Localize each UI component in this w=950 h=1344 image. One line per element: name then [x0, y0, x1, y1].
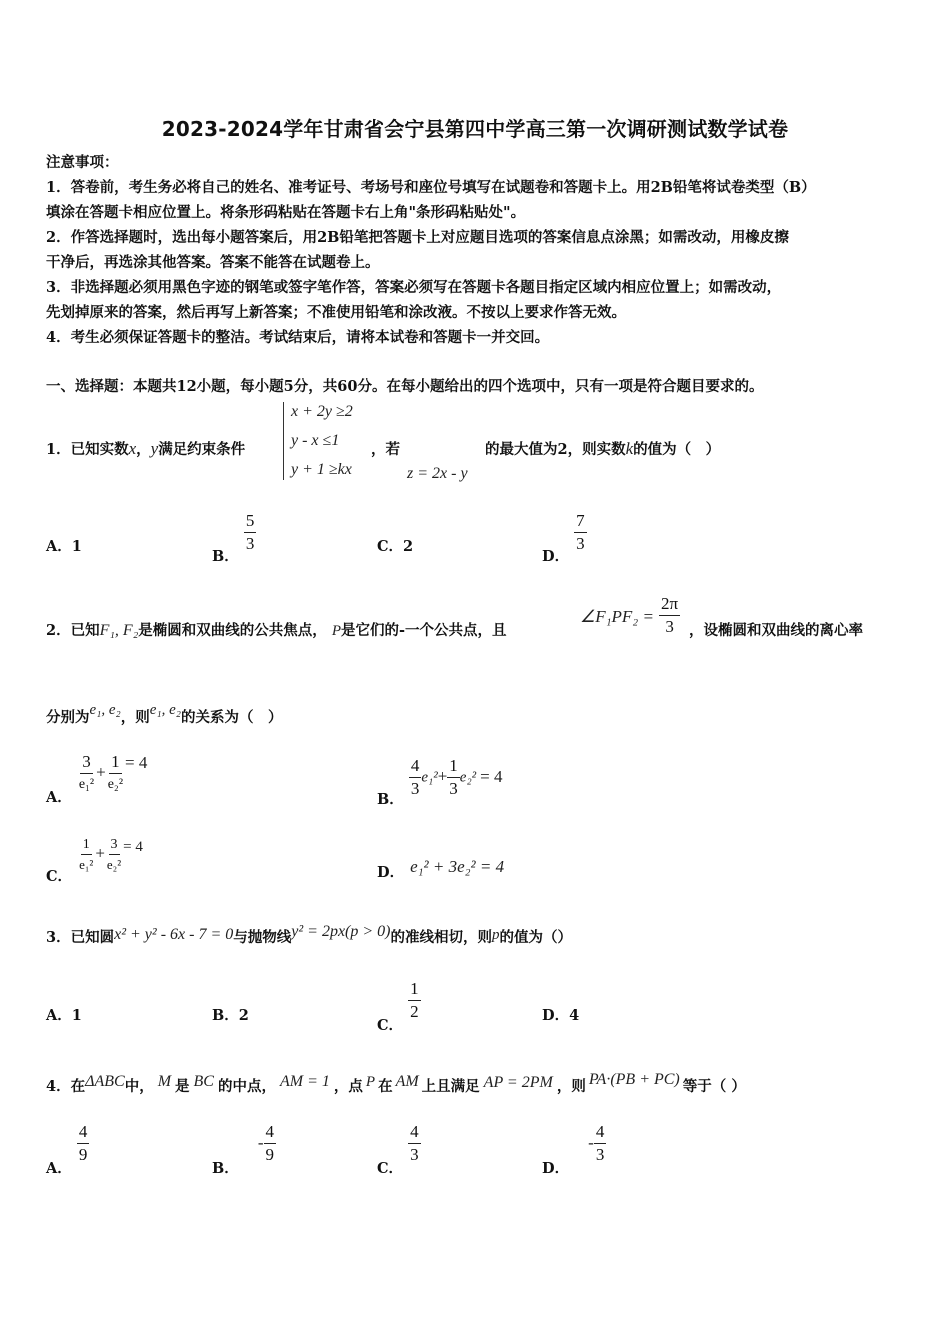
q2-option-c-rhs: = 4 [123, 838, 143, 855]
q1-option-b-label: B． [212, 547, 239, 565]
q2-option-b-den-2: 3 [449, 779, 458, 798]
q3-pre: 3．已知圆 [46, 929, 115, 946]
q1-option-d-den: 3 [576, 534, 585, 553]
q3-text-3: 的值为（） [499, 929, 572, 946]
q4-option-d-fraction [594, 1122, 607, 1165]
q2-eccentricities-2: e₁, e₂ [149, 702, 181, 718]
q2-option-d-label: D． [377, 864, 405, 881]
q4-pre: 4．在 [46, 1078, 86, 1095]
q2-text-2: 是它们的-一个公共点，且 [341, 622, 507, 639]
q2-option-a-den-2: e₂² [107, 777, 124, 792]
q1-option-a-label: A． [46, 538, 72, 555]
q4-option-b-sign: - [257, 1132, 264, 1152]
notice-line-6: 先划掉原来的答案，然后再写上新答案；不准使用铅笔和涂改液。不按以上要求作答无效。 [46, 304, 626, 321]
q4-option-d[interactable] [542, 1122, 606, 1177]
q3-text-1: 与抛物线 [233, 929, 292, 946]
q2-option-a[interactable] [46, 752, 148, 806]
q2-option-a-den-1: e₁² [78, 777, 95, 792]
q1-option-a[interactable] [46, 535, 82, 556]
q1-var-k: k [625, 439, 634, 458]
q4-option-a-num: 4 [77, 1122, 90, 1144]
notice-line-5: 3．非选择题必须用黑色字迹的钢笔或签字笔作答，答案必须写在答题卡各题目指定区域内相应位置上；如需改动， [46, 279, 782, 296]
q3-option-d-value: 4 [569, 1007, 580, 1024]
q2-option-c-plus: + [95, 843, 105, 863]
q4-option-b-num: 4 [264, 1122, 277, 1144]
q2-point-p: P [331, 623, 341, 639]
notice-line-1: 1．答卷前，考生务必将自己的姓名、准考证号、考场号和座位号填写在试题卷和答题卡上。用2B铅笔将试卷类型（B） [46, 179, 816, 196]
q4-seg-bc: BC [193, 1073, 214, 1090]
q1-post-1: 的最大值为2，则实数 [485, 441, 626, 458]
q4-text-3: 的中点， [217, 1078, 276, 1095]
q2-option-c-label: C． [46, 867, 73, 885]
q2-text-3: ，设椭圆和双曲线的离心率 [689, 622, 863, 639]
q4-ap-eq: AP = 2PM [483, 1074, 553, 1091]
q4-option-c-fraction [408, 1122, 421, 1165]
q2-text-1: 是椭圆和双曲线的公共焦点， [138, 622, 327, 639]
q4-text-2: 是 [175, 1078, 190, 1095]
q1-constraint-1: x + 2y ≥2 [291, 403, 353, 420]
q4-option-b-label: B． [212, 1159, 239, 1177]
q4-text-1: 中， [124, 1078, 154, 1095]
q4-text-5: 在 [378, 1078, 393, 1095]
q2-eccentricities: e₁, e₂ [89, 702, 121, 718]
q3-option-c-den: 2 [410, 1002, 419, 1021]
q2-angle-fraction [659, 594, 680, 637]
q2-option-a-num-1: 3 [80, 752, 93, 774]
section-heading: 一、选择题：本题共12小题，每小题5分，共60分。在每小题给出的四个选项中，只有一项是符合题目要求的。 [46, 378, 764, 395]
q2-option-a-label: A． [46, 788, 72, 806]
q4-dot-expr: PA·(PB + PC) [588, 1071, 680, 1088]
q4-option-d-sign: - [588, 1132, 594, 1152]
q2-option-b-num-1: 4 [409, 756, 422, 778]
q4-option-b-den: 9 [265, 1145, 274, 1164]
q2-angle: ∠F₁PF₂ = [580, 607, 654, 626]
q4-option-a-label: A． [46, 1159, 72, 1177]
q3-option-d-label: D． [542, 1007, 570, 1024]
q2-option-b-rhs: = 4 [480, 766, 503, 786]
q2-option-b-frac-2 [447, 756, 460, 799]
q3-option-a[interactable] [46, 1004, 82, 1025]
q3-option-b-label: B． [212, 1007, 239, 1024]
q4-stem [46, 1071, 746, 1096]
q4-option-c-num: 4 [408, 1122, 421, 1144]
q4-option-a[interactable] [46, 1122, 89, 1177]
q2-foci: F₁, F₂ [99, 622, 139, 639]
q4-var-p: P [365, 1074, 376, 1090]
q2-option-a-frac-2 [106, 752, 125, 795]
notice-line-4: 干净后，再选涂其他答案。答案不能答在试题卷上。 [46, 254, 380, 271]
q2-angle-den: 3 [665, 617, 674, 636]
q3-option-c-fraction [408, 979, 421, 1022]
q2-option-a-num-2: 1 [109, 752, 122, 774]
notice-line-7: 4．考生必须保证答题卡的整洁。考试结束后，请将本试卷和答题卡一并交回。 [46, 329, 550, 346]
q2-option-c-den-1: e₁² [79, 857, 94, 872]
q3-var-p: p [492, 927, 500, 943]
q4-text-8: 等于（ ） [682, 1078, 746, 1095]
q4-option-c[interactable] [377, 1122, 421, 1177]
q2-option-d-expr: e₁² + 3e₂² = 4 [410, 857, 505, 876]
q3-option-a-label: A． [46, 1007, 72, 1024]
q4-option-d-num: 4 [594, 1122, 607, 1144]
q2-text-4: 分别为 [46, 709, 90, 726]
q1-option-d-num: 7 [576, 511, 585, 530]
q4-option-d-label: D． [542, 1159, 570, 1177]
notice-line-2: 填涂在答题卡相应位置上。将条形码粘贴在答题卡右上角"条形码粘贴处"。 [46, 204, 526, 221]
notice-line-3: 2．作答选择题时，选出每小题答案后，用2B铅笔把答题卡上对应题目选项的答案信息点涂黑；如需改动，用橡皮擦 [46, 229, 789, 246]
q4-option-d-den: 3 [595, 1145, 605, 1164]
q4-option-b[interactable] [212, 1122, 276, 1177]
q3-option-d[interactable] [542, 1004, 579, 1025]
q2-option-c[interactable] [46, 836, 143, 885]
q4-text-6: 上且满足 [421, 1078, 480, 1095]
q2-pre: 2．已知 [46, 622, 100, 639]
q4-text-4: ，点 [333, 1078, 363, 1095]
q1-post-2: 的值为（ ） [633, 441, 721, 458]
q1-option-b-fraction [244, 511, 257, 554]
q2-option-b-e1: e₁² [421, 769, 438, 786]
q1-option-b-num: 5 [245, 511, 255, 530]
q2-option-b-frac-1 [409, 756, 422, 799]
page-title: 2023-2024学年甘肃省会宁县第四中学高三第一次调研测试数学试卷 [161, 117, 789, 141]
q1-option-d-label: D． [542, 547, 570, 565]
q4-option-c-den: 3 [410, 1145, 419, 1164]
q3-parabola: y² = 2px(p > 0) [291, 923, 391, 940]
q2-option-c-frac-2 [105, 836, 123, 873]
q1-option-c-value: 2 [403, 538, 414, 555]
q2-option-c-num-1: 1 [81, 836, 92, 855]
q2-option-c-frac-1 [77, 836, 95, 873]
q2-option-a-rhs: = 4 [125, 752, 148, 772]
q2-option-b-plus: + [437, 766, 448, 786]
q1-option-c-label: C． [377, 538, 404, 555]
q2-option-d[interactable] [377, 856, 505, 881]
q3-text-2: 的准线相切，则 [390, 929, 492, 946]
q4-triangle: ΔABC [85, 1073, 125, 1090]
q1-objective: z = 2x - y [407, 465, 468, 482]
q2-option-c-num-2: 3 [109, 836, 120, 855]
q1-option-c[interactable] [377, 535, 413, 556]
q3-option-a-value: 1 [71, 1007, 82, 1024]
q1-constraint-2: y - x ≤1 [291, 432, 340, 449]
q4-var-m: M [157, 1073, 172, 1090]
q1-var-y: y [150, 439, 159, 458]
q1-mid: 满足约束条件 [158, 441, 246, 458]
q4-option-a-fraction [77, 1122, 90, 1165]
q1-pre: 1．已知实数 [46, 441, 129, 458]
q2-option-b-e2: e₂² [459, 769, 477, 786]
q2-stem-line-2 [46, 702, 283, 727]
q2-option-c-den-2: e₂² [106, 857, 122, 872]
q1-stem-b [485, 438, 720, 459]
q4-option-a-den: 9 [78, 1145, 88, 1164]
q2-option-a-plus: + [96, 762, 106, 782]
q3-option-b-value: 2 [238, 1007, 249, 1024]
q1-option-b-den: 3 [245, 534, 255, 553]
q4-option-b-fraction [264, 1122, 277, 1165]
q1-constraint-3: y + 1 ≥kx [291, 461, 352, 478]
q2-stem-line-1 [46, 619, 507, 640]
q2-angle-condition [580, 594, 680, 637]
q2-text-5: ，则 [120, 709, 150, 726]
q3-option-c-label: C． [377, 1016, 404, 1034]
q4-text-7: ，则 [556, 1078, 586, 1095]
q1-option-d[interactable] [542, 511, 587, 565]
q3-option-c-num: 1 [408, 979, 421, 1001]
q1-option-b[interactable] [212, 511, 256, 565]
q1-ruo: ，若 [371, 441, 400, 458]
q2-angle-num: 2π [659, 594, 680, 616]
q3-option-b[interactable] [212, 1004, 249, 1025]
q1-comma: ， [136, 441, 151, 458]
q3-stem [46, 923, 572, 947]
q2-option-a-frac-1 [77, 752, 96, 795]
q3-option-c[interactable] [377, 979, 421, 1034]
q1-option-d-fraction [574, 511, 587, 554]
q2-option-b[interactable] [377, 756, 503, 808]
q1-var-x: x [128, 439, 137, 458]
q2-text-6: 的关系为（ ） [181, 709, 283, 726]
q4-am-eq: AM = 1 [279, 1073, 330, 1090]
q4-option-c-label: C． [377, 1159, 404, 1177]
q2-option-b-num-2: 1 [447, 756, 460, 778]
q4-seg-am: AM [395, 1073, 419, 1090]
q3-circle: x² + y² - 6x - 7 = 0 [114, 926, 234, 943]
q1-stem-a [46, 438, 245, 459]
q2-option-b-den-1: 3 [410, 779, 420, 798]
q1-brace [283, 402, 284, 480]
q1-option-a-value: 1 [71, 538, 82, 555]
q2-option-b-label: B． [377, 790, 404, 808]
notice-heading: 注意事项： [46, 154, 119, 171]
